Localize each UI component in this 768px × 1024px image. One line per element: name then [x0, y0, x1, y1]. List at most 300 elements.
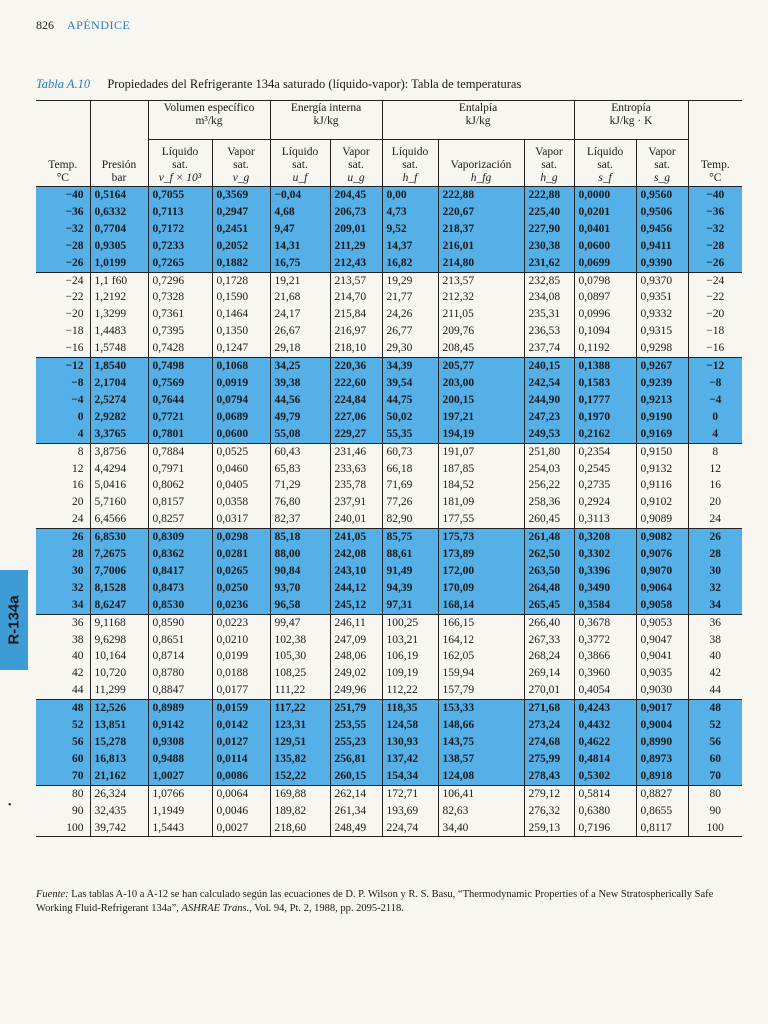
- table-row: [36, 734, 742, 751]
- cell-vf: 0,8473: [148, 580, 212, 597]
- cell-temp-right: 32: [688, 580, 742, 597]
- group-unit: m³/kg: [195, 115, 223, 127]
- cell-temp: 12: [72, 462, 84, 475]
- cell-vf: 0,7055: [148, 187, 212, 204]
- table-row: [36, 340, 742, 357]
- cell-vf: 0,7428: [148, 340, 212, 357]
- cell-vg: 0,0689: [212, 409, 270, 426]
- cell-temp: 16: [72, 479, 84, 492]
- cell-presion: 2,1704: [90, 375, 148, 392]
- cell-ug: 249,96: [330, 682, 382, 699]
- col-symbol: h_f: [402, 172, 418, 184]
- table-row: [36, 494, 742, 511]
- group-label: Entalpía: [458, 102, 498, 114]
- cell-hg: 242,54: [524, 375, 574, 392]
- cell-hfg: 213,57: [438, 272, 524, 289]
- header-vf: [148, 140, 212, 187]
- cell-ug: 249,02: [330, 665, 382, 682]
- cell-ug: 241,05: [330, 529, 382, 546]
- cell-ug: 242,08: [330, 546, 382, 563]
- cell-sg: 0,9076: [636, 546, 688, 563]
- cell-temp: −40: [36, 187, 90, 204]
- cell-hg: 249,53: [524, 426, 574, 443]
- cell-sg: 0,9190: [636, 409, 688, 426]
- cell-temp-right: 90: [688, 803, 742, 820]
- cell-sf: 0,0201: [574, 204, 636, 221]
- cell-sg: 0,8827: [636, 785, 688, 802]
- col-label: Presión: [101, 159, 137, 171]
- cell-sf: 0,3584: [574, 597, 636, 614]
- cell-hfg: 216,01: [438, 238, 524, 255]
- table-row: [36, 375, 742, 392]
- cell-uf: 135,82: [270, 751, 330, 768]
- cell-hf: 100,25: [382, 614, 438, 631]
- cell-hg: 269,14: [524, 665, 574, 682]
- cell-hfg: 220,67: [438, 204, 524, 221]
- cell-hg: 231,62: [524, 255, 574, 272]
- cell-vg: 0,0188: [212, 665, 270, 682]
- cell-hfg: 197,21: [438, 409, 524, 426]
- cell-sg: 0,9411: [636, 238, 688, 255]
- cell-hfg: 168,14: [438, 597, 524, 614]
- col-label: Líquido: [161, 146, 199, 158]
- cell-hfg: 177,55: [438, 511, 524, 528]
- cell-vg: 0,0142: [212, 717, 270, 734]
- header-ug: [330, 140, 382, 187]
- cell-ug: 233,63: [330, 461, 382, 478]
- cell-vf: 0,8989: [148, 700, 212, 717]
- cell-vg: 0,0046: [212, 803, 270, 820]
- table-title: Propiedades del Refrigerante 134a saturado (líquido-vapor): Tabla de temperaturas: [107, 77, 522, 91]
- cell-presion: 26,324: [90, 785, 148, 802]
- table-row: [36, 803, 742, 820]
- cell-temp-right: 12: [688, 461, 742, 478]
- cell-temp-right: −26: [688, 255, 742, 272]
- cell-vf: 0,8309: [148, 529, 212, 546]
- header-blank: [36, 101, 90, 140]
- cell-temp-right: −24: [688, 272, 742, 289]
- cell-hf: 39,54: [382, 375, 438, 392]
- cell-uf: 65,83: [270, 461, 330, 478]
- cell-hg: 263,50: [524, 563, 574, 580]
- cell-uf: 21,68: [270, 289, 330, 306]
- cell-temp-right: −16: [688, 340, 742, 357]
- cell-vf: 0,7971: [148, 461, 212, 478]
- group-label: Energía interna: [290, 102, 362, 114]
- cell-sf: 0,3396: [574, 563, 636, 580]
- cell-hfg: 138,57: [438, 751, 524, 768]
- cell-hf: 124,58: [382, 717, 438, 734]
- property-table: [36, 100, 742, 837]
- header-sg: [636, 140, 688, 187]
- row-group: [36, 700, 742, 786]
- cell-presion: 39,742: [90, 820, 148, 837]
- table-row: [36, 409, 742, 426]
- cell-temp-right: −12: [688, 358, 742, 375]
- cell-hf: 82,90: [382, 511, 438, 528]
- cell-temp: −36: [36, 204, 90, 221]
- cell-sg: 0,9456: [636, 221, 688, 238]
- page-number: 826: [36, 18, 54, 32]
- cell-vf: 0,7296: [148, 272, 212, 289]
- cell-ug: 231,46: [330, 443, 382, 460]
- cell-vg: 0,0298: [212, 529, 270, 546]
- table-row: [36, 597, 742, 614]
- cell-vf: 0,7233: [148, 238, 212, 255]
- cell-ug: 211,29: [330, 238, 382, 255]
- cell-temp-right: −36: [688, 204, 742, 221]
- cell-sg: 0,9102: [636, 494, 688, 511]
- cell-hf: 103,21: [382, 632, 438, 649]
- cell-uf: 82,37: [270, 511, 330, 528]
- cell-sf: 0,2924: [574, 494, 636, 511]
- cell-ug: 222,60: [330, 375, 382, 392]
- cell-presion: 2,9282: [90, 409, 148, 426]
- cell-sf: 0,1388: [574, 358, 636, 375]
- cell-sf: 0,3490: [574, 580, 636, 597]
- cell-sf: 0,0798: [574, 272, 636, 289]
- cell-hg: 256,22: [524, 477, 574, 494]
- header-blank: [90, 101, 148, 140]
- cell-uf: 189,82: [270, 803, 330, 820]
- cell-ug: 212,43: [330, 255, 382, 272]
- cell-hfg: 159,94: [438, 665, 524, 682]
- cell-temp: 20: [72, 496, 84, 509]
- col-label: Líquido: [391, 146, 429, 158]
- cell-hf: 44,75: [382, 392, 438, 409]
- table-row: [36, 477, 742, 494]
- cell-hf: 118,35: [382, 700, 438, 717]
- cell-uf: 85,18: [270, 529, 330, 546]
- cell-sg: 0,9053: [636, 614, 688, 631]
- cell-ug: 260,15: [330, 768, 382, 785]
- cell-vf: 1,0766: [148, 785, 212, 802]
- table-header: [36, 101, 742, 187]
- cell-sf: 0,3678: [574, 614, 636, 631]
- cell-vf: 0,7498: [148, 358, 212, 375]
- cell-temp-right: −4: [688, 392, 742, 409]
- cell-sg: 0,9047: [636, 632, 688, 649]
- cell-vg: 0,1464: [212, 306, 270, 323]
- cell-vf: 0,9488: [148, 751, 212, 768]
- col-label: Vapor: [648, 146, 676, 158]
- cell-hg: 259,13: [524, 820, 574, 837]
- cell-ug: 237,91: [330, 494, 382, 511]
- cell-ug: 240,01: [330, 511, 382, 528]
- col-label: sat.: [541, 159, 557, 171]
- table-row: [36, 580, 742, 597]
- cell-sf: 0,4054: [574, 682, 636, 699]
- section-title: APÉNDICE: [67, 18, 131, 32]
- col-label: Vaporización: [450, 159, 512, 171]
- cell-hf: 50,02: [382, 409, 438, 426]
- cell-hf: 55,35: [382, 426, 438, 443]
- cell-temp: −12: [36, 358, 90, 375]
- cell-uf: 90,84: [270, 563, 330, 580]
- cell-vf: 0,8417: [148, 563, 212, 580]
- cell-hfg: 181,09: [438, 494, 524, 511]
- cell-presion: 0,9305: [90, 238, 148, 255]
- cell-temp: 90: [72, 804, 84, 817]
- table-row: [36, 614, 742, 631]
- cell-sg: 0,9058: [636, 597, 688, 614]
- cell-uf: 218,60: [270, 820, 330, 837]
- cell-sf: 0,1094: [574, 323, 636, 340]
- cell-vf: 0,8780: [148, 665, 212, 682]
- cell-ug: 244,12: [330, 580, 382, 597]
- footnote-journal: ASHRAE Trans.: [181, 903, 250, 914]
- cell-vf: 0,8157: [148, 494, 212, 511]
- cell-temp-right: 60: [688, 751, 742, 768]
- table-row: [36, 546, 742, 563]
- cell-ug: 215,84: [330, 306, 382, 323]
- cell-ug: 245,12: [330, 597, 382, 614]
- cell-hg: 222,88: [524, 187, 574, 204]
- cell-sf: 0,2354: [574, 443, 636, 460]
- col-label: sat.: [654, 159, 670, 171]
- cell-vf: 0,7113: [148, 204, 212, 221]
- cell-temp: 70: [36, 768, 90, 785]
- cell-vf: 0,7265: [148, 255, 212, 272]
- cell-sg: 0,9089: [636, 511, 688, 528]
- cell-vf: 0,7884: [148, 443, 212, 460]
- cell-hg: 227,90: [524, 221, 574, 238]
- cell-temp-right: 52: [688, 717, 742, 734]
- cell-sg: 0,9004: [636, 717, 688, 734]
- header-group-energia: [270, 101, 382, 140]
- cell-hf: 24,26: [382, 306, 438, 323]
- cell-presion: 1,4483: [90, 323, 148, 340]
- col-label: sat.: [172, 159, 188, 171]
- cell-presion: 8,6247: [90, 597, 148, 614]
- footnote-lead: Fuente:: [36, 889, 69, 900]
- col-label: Vapor: [342, 146, 370, 158]
- table-row: [36, 785, 742, 802]
- cell-sf: 0,3302: [574, 546, 636, 563]
- cell-vg: 0,0405: [212, 477, 270, 494]
- cell-hf: 193,69: [382, 803, 438, 820]
- cell-hfg: 162,05: [438, 648, 524, 665]
- cell-hf: 16,82: [382, 255, 438, 272]
- cell-ug: 248,06: [330, 648, 382, 665]
- cell-sf: 0,0000: [574, 187, 636, 204]
- cell-sf: 0,0996: [574, 306, 636, 323]
- cell-presion: 6,8530: [90, 529, 148, 546]
- cell-presion: 32,435: [90, 803, 148, 820]
- cell-sf: 0,7196: [574, 820, 636, 837]
- cell-sg: 0,9041: [636, 648, 688, 665]
- cell-temp-right: 4: [688, 426, 742, 443]
- cell-hg: 262,50: [524, 546, 574, 563]
- cell-temp: −32: [36, 221, 90, 238]
- col-label: sat.: [348, 159, 364, 171]
- cell-sg: 0,9506: [636, 204, 688, 221]
- col-symbol: s_g: [654, 172, 671, 184]
- cell-sg: 0,9132: [636, 461, 688, 478]
- row-group: [36, 272, 742, 358]
- cell-sg: 0,9351: [636, 289, 688, 306]
- cell-sg: 0,9298: [636, 340, 688, 357]
- cell-ug: 253,55: [330, 717, 382, 734]
- cell-hg: 240,15: [524, 358, 574, 375]
- header-hfg: [438, 140, 524, 187]
- cell-hfg: 184,52: [438, 477, 524, 494]
- group-label: Volumen específico: [163, 102, 255, 114]
- cell-hfg: 209,76: [438, 323, 524, 340]
- cell-sf: 0,3208: [574, 529, 636, 546]
- cell-hg: 267,33: [524, 632, 574, 649]
- cell-temp: 4: [36, 426, 90, 443]
- row-group: [36, 443, 742, 529]
- cell-presion: 12,526: [90, 700, 148, 717]
- cell-sg: 0,8973: [636, 751, 688, 768]
- table-row: [36, 563, 742, 580]
- cell-uf: 24,17: [270, 306, 330, 323]
- cell-hfg: 124,08: [438, 768, 524, 785]
- cell-hg: 235,31: [524, 306, 574, 323]
- cell-temp: 56: [36, 734, 90, 751]
- cell-vg: 0,0358: [212, 494, 270, 511]
- cell-sg: 0,9560: [636, 187, 688, 204]
- cell-vf: 0,8362: [148, 546, 212, 563]
- cell-presion: 0,5164: [90, 187, 148, 204]
- cell-presion: 10,164: [90, 648, 148, 665]
- cell-sf: 0,5302: [574, 768, 636, 785]
- cell-hg: 230,38: [524, 238, 574, 255]
- cell-sg: 0,9017: [636, 700, 688, 717]
- cell-hfg: 173,89: [438, 546, 524, 563]
- cell-temp: 28: [36, 546, 90, 563]
- header-vg: [212, 140, 270, 187]
- cell-hfg: 82,63: [438, 803, 524, 820]
- cell-hfg: 148,66: [438, 717, 524, 734]
- cell-hg: 236,53: [524, 323, 574, 340]
- cell-hfg: 187,85: [438, 461, 524, 478]
- cell-sf: 0,0600: [574, 238, 636, 255]
- cell-temp: −8: [36, 375, 90, 392]
- cell-presion: 13,851: [90, 717, 148, 734]
- cell-hg: 279,12: [524, 785, 574, 802]
- cell-uf: 14,31: [270, 238, 330, 255]
- cell-uf: 88,00: [270, 546, 330, 563]
- cell-hfg: 203,00: [438, 375, 524, 392]
- cell-sg: 0,9332: [636, 306, 688, 323]
- cell-uf: 117,22: [270, 700, 330, 717]
- cell-sf: 0,0897: [574, 289, 636, 306]
- group-unit: kJ/kg: [313, 115, 339, 127]
- table-row: [36, 632, 742, 649]
- cell-hg: 271,68: [524, 700, 574, 717]
- header-sf: [574, 140, 636, 187]
- cell-vg: 0,0236: [212, 597, 270, 614]
- cell-vf: 0,8257: [148, 511, 212, 528]
- cell-sg: 0,9239: [636, 375, 688, 392]
- col-label: Temp.: [48, 159, 78, 171]
- cell-hfg: 191,07: [438, 443, 524, 460]
- cell-temp-right: 28: [688, 546, 742, 563]
- cell-ug: 255,23: [330, 734, 382, 751]
- cell-hg: 258,36: [524, 494, 574, 511]
- table-row: [36, 255, 742, 272]
- cell-presion: 9,6298: [90, 632, 148, 649]
- cell-temp: −20: [65, 308, 84, 321]
- cell-hf: 85,75: [382, 529, 438, 546]
- cell-sg: 0,8655: [636, 803, 688, 820]
- cell-temp: 32: [36, 580, 90, 597]
- cell-hfg: 164,12: [438, 632, 524, 649]
- table-row: [36, 751, 742, 768]
- table-row: [36, 358, 742, 375]
- header-hf: [382, 140, 438, 187]
- cell-uf: 55,08: [270, 426, 330, 443]
- cell-sf: 0,2735: [574, 477, 636, 494]
- cell-hfg: 143,75: [438, 734, 524, 751]
- cell-sf: 0,3772: [574, 632, 636, 649]
- col-unit: bar: [111, 172, 127, 184]
- cell-hf: 4,73: [382, 204, 438, 221]
- table-row: [36, 529, 742, 546]
- cell-sg: 0,9213: [636, 392, 688, 409]
- cell-uf: 4,68: [270, 204, 330, 221]
- col-label: sat.: [292, 159, 308, 171]
- header-group-entropia: [574, 101, 688, 140]
- cell-temp: 30: [36, 563, 90, 580]
- cell-hg: 276,32: [524, 803, 574, 820]
- cell-sf: 0,4622: [574, 734, 636, 751]
- cell-vf: 0,8651: [148, 632, 212, 649]
- header-temp-right: [688, 140, 742, 187]
- cell-temp-right: 44: [688, 682, 742, 699]
- col-symbol: v_g: [232, 172, 250, 184]
- cell-hfg: 153,33: [438, 700, 524, 717]
- cell-vg: 0,1247: [212, 340, 270, 357]
- cell-hfg: 194,19: [438, 426, 524, 443]
- cell-vf: 1,0027: [148, 768, 212, 785]
- cell-vg: 0,0199: [212, 648, 270, 665]
- cell-presion: 1,1 f60: [90, 272, 148, 289]
- header-temp: [36, 140, 90, 187]
- cell-hg: 274,68: [524, 734, 574, 751]
- cell-temp: −16: [65, 342, 84, 355]
- cell-temp: −18: [65, 325, 84, 338]
- cell-vf: 0,8590: [148, 614, 212, 631]
- cell-uf: 99,47: [270, 614, 330, 631]
- header-uf: [270, 140, 330, 187]
- cell-vg: 0,0794: [212, 392, 270, 409]
- cell-sg: 0,9169: [636, 426, 688, 443]
- cell-sf: 0,4243: [574, 700, 636, 717]
- cell-temp-right: 0: [688, 409, 742, 426]
- cell-hg: 278,43: [524, 768, 574, 785]
- cell-hf: 172,71: [382, 785, 438, 802]
- cell-temp: −26: [36, 255, 90, 272]
- cell-uf: 93,70: [270, 580, 330, 597]
- col-unit: °C: [56, 172, 69, 184]
- cell-temp-right: −8: [688, 375, 742, 392]
- cell-vg: 0,2052: [212, 238, 270, 255]
- cell-sg: 0,8918: [636, 768, 688, 785]
- cell-vg: 0,0317: [212, 511, 270, 528]
- cell-vg: 0,1350: [212, 323, 270, 340]
- cell-vg: 0,1728: [212, 272, 270, 289]
- cell-sg: 0,9150: [636, 443, 688, 460]
- cell-presion: 7,7006: [90, 563, 148, 580]
- cell-vg: 0,0250: [212, 580, 270, 597]
- table-row: [36, 443, 742, 460]
- cell-vf: 0,7395: [148, 323, 212, 340]
- cell-hfg: 214,80: [438, 255, 524, 272]
- cell-ug: 227,06: [330, 409, 382, 426]
